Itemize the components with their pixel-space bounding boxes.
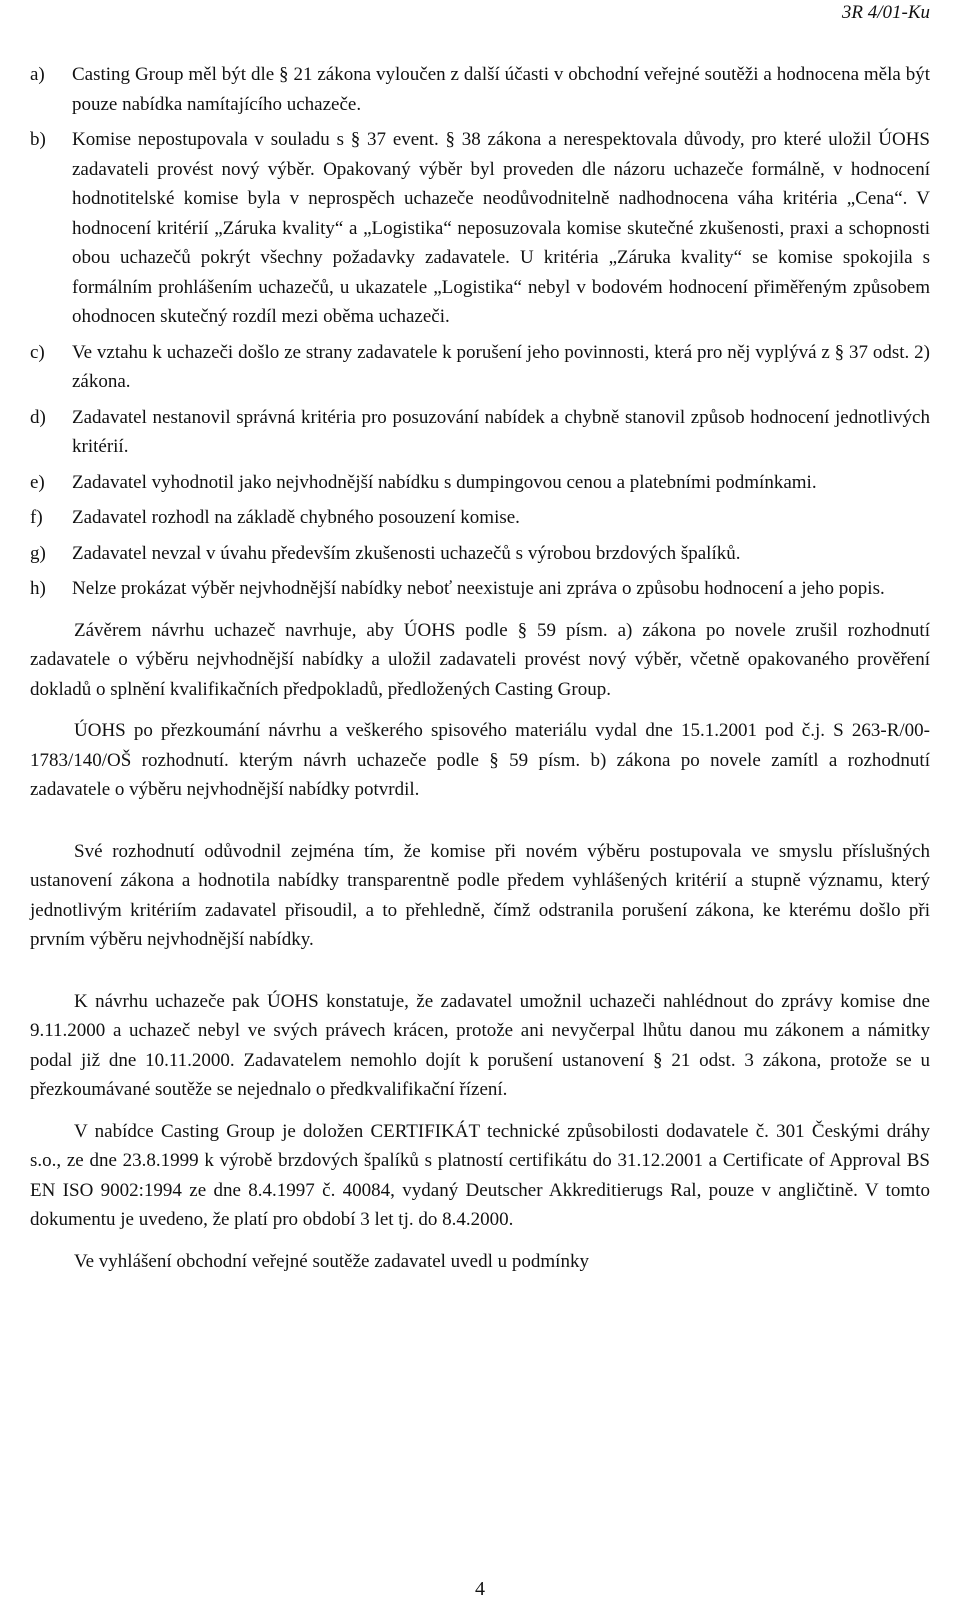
paragraph-justification: Své rozhodnutí odůvodnil zejména tím, že komise při novém výběru postupovala ve smyslu příslušných ustanovení zákona a hodnotila nabídky transparentně podle předem vyhlášených kritérií a stupně významu, který jednotlivým kritériím zadavatel přisoudil, a to přehledně, čímž odstranila porušení zákona, ke kterému došlo při prvním výběru nejvhodnější nabídky.	[30, 840, 930, 950]
list-item-b	[30, 125, 930, 332]
paragraph-announcement: Ve vyhlášení obchodní veřejné soutěže zadavatel uvedl u podmínky	[74, 1250, 589, 1272]
list-item-a	[30, 60, 930, 119]
paragraph-certificate: V nabídce Casting Group je doložen CERTIFIKÁT technické způsobilosti dodavatele č. 301 Českými dráhy s.o., ze dne 23.8.1999 k výrobě brzdových špalíků s platností certifikátu do 31.12.2001 a Certificate of Approval BS EN ISO 9002:1994 ze dne 8.4.1997 č. 40084, vydaný Deutscher Akkreditierugs Ral, pouze v angličtině. V tomto dokumentu je uvedeno, že platí pro období 3 let tj. do 8.4.2000.	[30, 1120, 930, 1230]
list-item-label: c)	[30, 341, 45, 363]
document-reference: 3R 4/01-Ku	[841, 2, 930, 23]
paragraph-decision: ÚOHS po přezkoumání návrhu a veškerého spisového materiálu vydal dne 15.1.2001 pod č.j. S 263-R/00-1783/140/OŠ rozhodnutí. kterým návrh uchazeče podle § 59 písm. b) zákona po novele zamítl a rozhodnutí zadavatele o výběru nejvhodnější nabídky potvrdil.	[30, 720, 930, 800]
list-item-label: h)	[30, 578, 46, 599]
list-item-h	[30, 574, 930, 604]
list-item-text: Zadavatel nestanovil správná kritéria pro posuzování nabídek a chybně stanovil způsob hodnocení jednotlivých kritérií.	[72, 406, 930, 457]
list-item-label: d)	[30, 406, 46, 428]
list-item-g	[30, 539, 930, 569]
list-item-e	[30, 468, 930, 498]
list-item-c	[30, 338, 930, 397]
list-item-label: a)	[30, 64, 45, 85]
list-item-label: f)	[30, 507, 43, 528]
list-item-text: Komise nepostupovala v souladu s § 37 event. § 38 zákona a nerespektovala důvody, pro které uložil ÚOHS zadavateli provést nový výběr. Opakovaný výběr byl proveden dle názoru uchazeče formálně, v hodnocení hodnotitelské komise byla v neprospěch uchazeče neodůvodnitelně nadhodnocena váha kritéria „Cena“. V hodnocení kritérií „Záruka kvality“ a „Logistika“ neposuzovala komise skutečné zkušenosti, praxi a schopnosti obou uchazečů pokrýt všechny požadavky zadavatele. U kritéria „Záruka kvality“ se komise spokojila s formálním prohlášením uchazečů, u ukazatele „Logistika“ nebyl v bodovém hodnocení přiměřeným způsobem ohodnocen skutečný rozdíl mezi oběma uchazeči.	[72, 129, 930, 327]
page-number: 4	[475, 1578, 485, 1600]
list-item-text: Ve vztahu k uchazeči došlo ze strany zadavatele k porušení jeho povinnosti, která pro něj vyplývá z § 37 odst. 2) zákona.	[72, 341, 930, 392]
list-item-text: Casting Group měl být dle § 21 zákona vyloučen z další účasti v obchodní veřejné soutěži a hodnocena měla být pouze nabídka namítajícího uchazeče.	[72, 64, 930, 115]
list-item-label: b)	[30, 129, 46, 150]
list-item-label: g)	[30, 542, 46, 564]
list-item-d	[30, 403, 930, 462]
paragraph-conclusion: Závěrem návrhu uchazeč navrhuje, aby ÚOHS podle § 59 písm. a) zákona po novele zrušil rozhodnutí zadavatele o výběru nejvhodnější nabídky a uložil zadavateli provést nový výběr, včetně opakovaného prověření dokladů o splnění kvalifikačních předpokladů, předložených Casting Group.	[30, 619, 930, 700]
list-item-f	[30, 503, 930, 533]
document-body	[30, 60, 930, 1276]
list-item-text: Nelze prokázat výběr nejvhodnější nabídky neboť neexistuje ani zpráva o způsobu hodnocení a jeho popis.	[72, 578, 885, 599]
list-item-label: e)	[30, 471, 45, 493]
paragraph-review: K návrhu uchazeče pak ÚOHS konstatuje, že zadavatel umožnil uchazeči nahlédnout do zprávy komise dne 9.11.2000 a uchazeč nebyl ve svých právech krácen, protože ani nevyčerpal lhůtu danou mu zákonem a námitky podal již dne 10.11.2000. Zadavatelem nemohlo dojít k porušení ustanovení § 21 odst. 3 zákona, protože se u přezkoumávané soutěže se nejednalo o předkvalifikační řízení.	[30, 990, 930, 1100]
list-item-text: Zadavatel rozhodl na základě chybného posouzení komise.	[72, 507, 520, 528]
list-item-text: Zadavatel nevzal v úvahu především zkušenosti uchazečů s výrobou brzdových špalíků.	[72, 542, 741, 564]
list-item-text: Zadavatel vyhodnotil jako nejvhodnější nabídku s dumpingovou cenou a platebními podmínkami.	[72, 471, 817, 493]
